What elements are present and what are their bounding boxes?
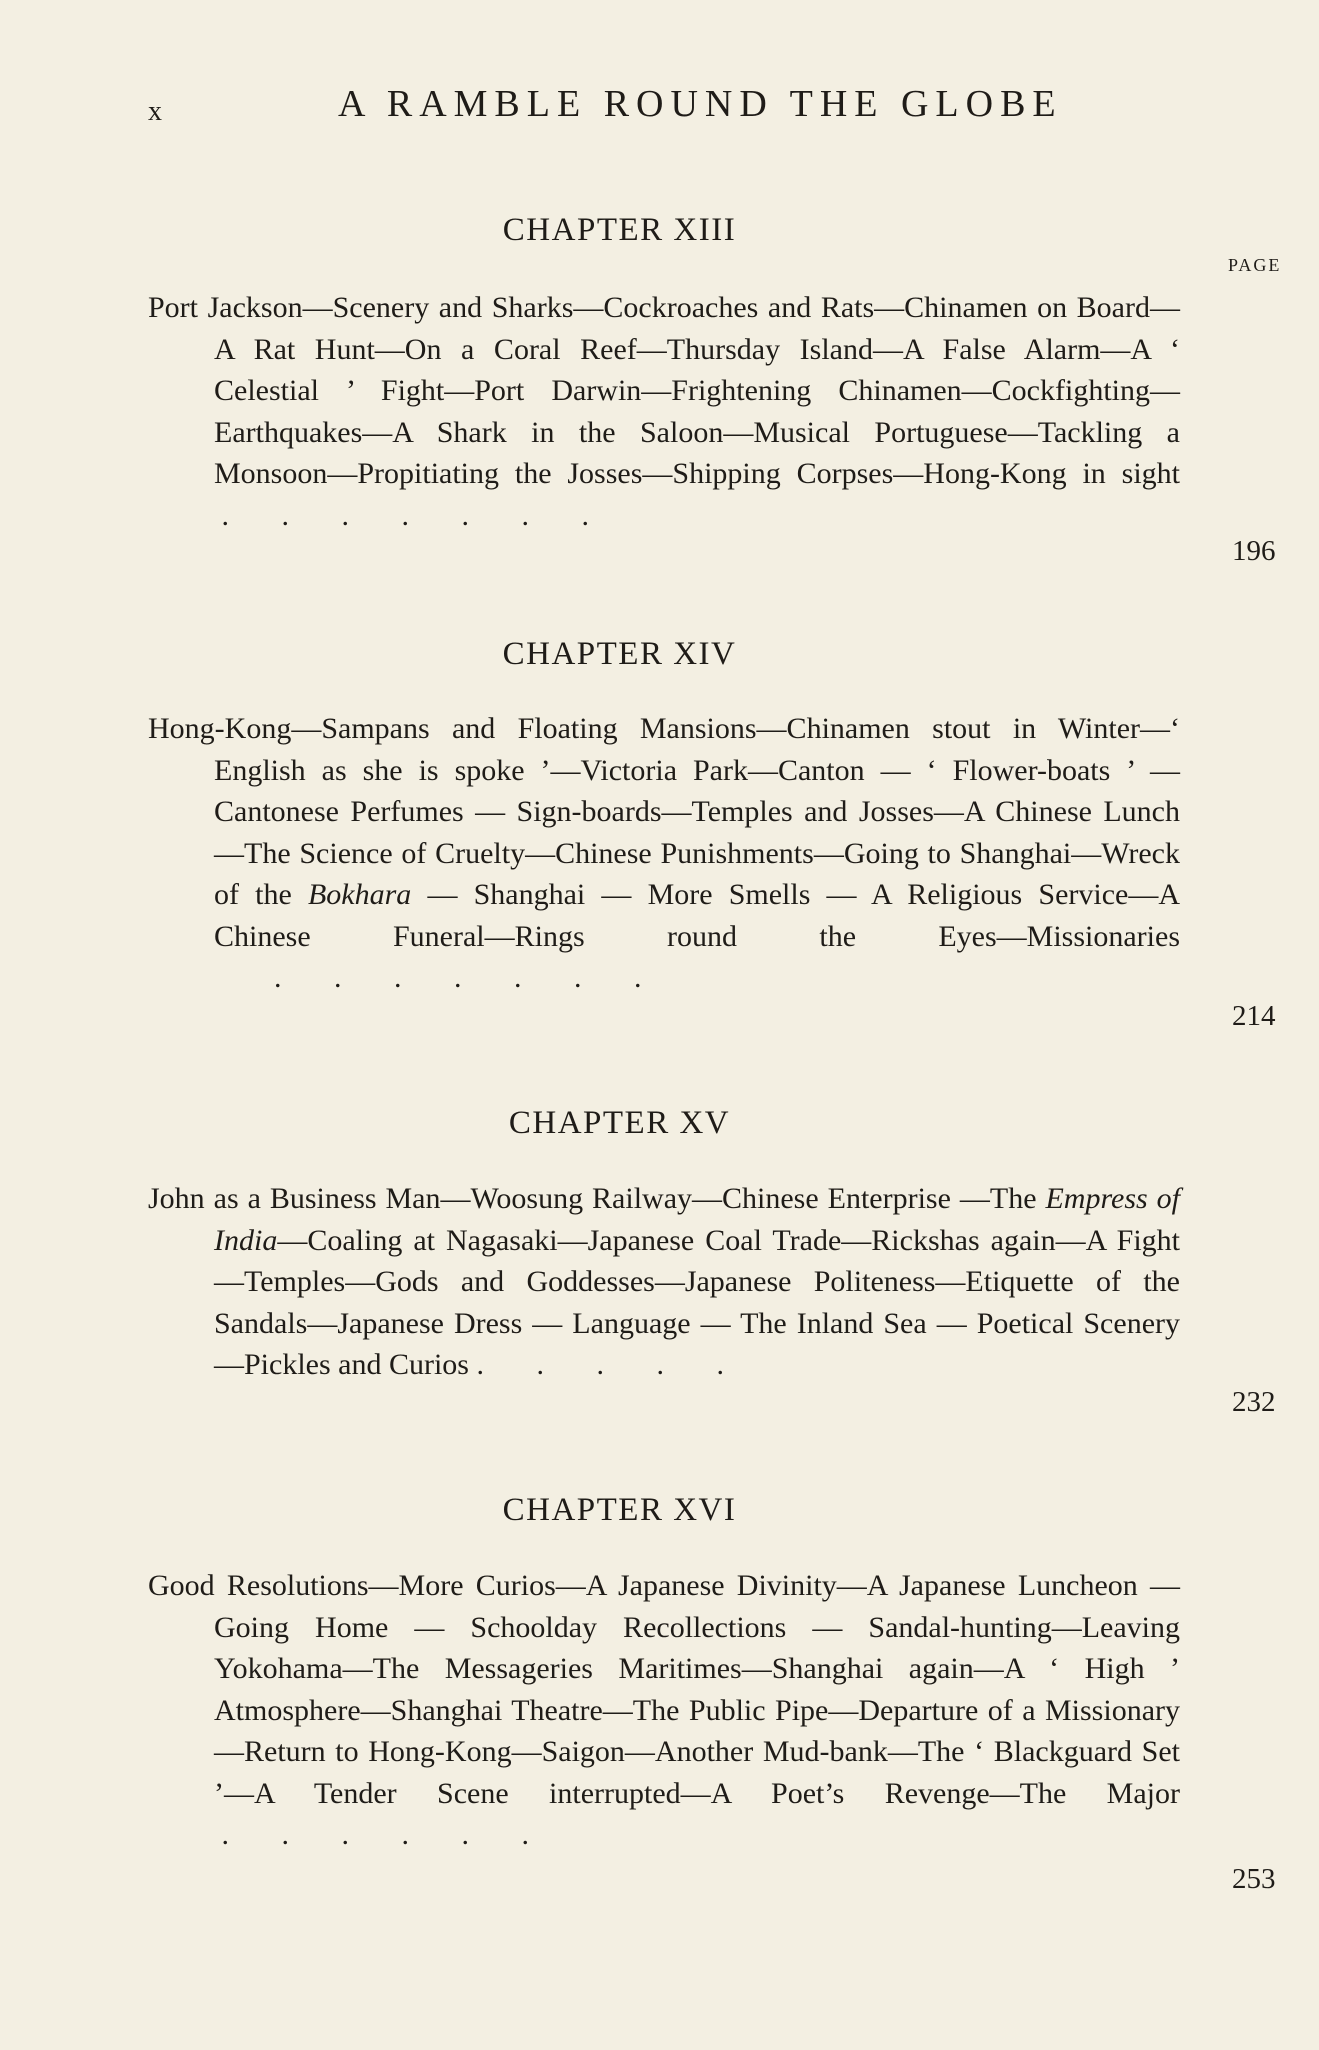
page-column-label: PAGE <box>1228 255 1282 275</box>
chapter-heading-xiii: CHAPTER XIII <box>502 212 737 248</box>
summary-text: Good Resolutions—More Curios—A Japanese Divinity—A Japanese Luncheon — Going Home — Schoolday Recollections — Sandal-hunting—Leaving Yokohama—The Messageries Maritimes—Shanghai again—A ‘ High ’ Atmosphere—Shanghai Theatre—The Public Pipe—Departure of a Missionary—Return to Hong-Kong—Saigon—Another Mud-bank—The ‘ Blackguard Set ’—A Tender Scene interrupted—A Poet’s Revenge—The Major <box>148 1569 1180 1810</box>
dot-leaders: . . . . . . <box>214 1818 529 1851</box>
chapter-summary-xvi <box>148 1565 1180 1856</box>
page-number-xvi: 253 <box>1232 1863 1276 1895</box>
dot-leaders: . . . . . . . <box>214 498 589 532</box>
page-number-xv: 232 <box>1232 1386 1276 1418</box>
page-number-xiii: 196 <box>1232 535 1276 567</box>
ship-name: Empress of India <box>214 1182 1180 1257</box>
chapter-summary-xiv <box>148 708 1180 999</box>
chapter-heading-xiv: CHAPTER XIV <box>502 636 737 672</box>
chapter-summary-xv <box>148 1178 1180 1386</box>
page-header <box>148 82 1208 132</box>
summary-text: Port Jackson—Scenery and Sharks—Cockroaches and Rats—Chinamen on Board—A Rat Hunt—On a Coral Reef—Thursday Island—A False Alarm—A ‘ Celestial ’ Fight—Port Darwin—Frightening Chinamen—Cockfighting—Earthquakes—A Shark in the Saloon—Musical Portuguese—Tackling a Monsoon—Propitiating the Josses—Shipping Corpses—Hong-Kong in sight <box>148 291 1180 490</box>
dot-leaders: . . . . . <box>469 1348 724 1381</box>
summary-text-before: John as a Business Man—Woosung Railway—Chinese Enterprise —The <box>148 1182 1046 1215</box>
running-title: A RAMBLE ROUND THE GLOBE <box>338 83 1063 125</box>
summary-text-after: — Shanghai — More Smells — A Religious Service—A Chinese Funeral—Rings round the Eyes—Missionaries <box>214 878 1181 953</box>
summary-text-after: —Coaling at Nagasaki—Japanese Coal Trade—Rickshas again—A Fight—Temples—Gods and Goddesses—Japanese Politeness—Etiquette of the Sandals—Japanese Dress — Language — The Inland Sea — Poetical Scenery—Pickles and Curios <box>214 1223 1180 1381</box>
folio: x <box>148 96 163 127</box>
dot-leaders: . . . . . . . <box>214 961 642 994</box>
chapter-summary-xiii <box>148 287 1180 536</box>
chapter-heading-xv: CHAPTER XV <box>508 1105 731 1141</box>
page-number-xiv: 214 <box>1232 1000 1276 1032</box>
summary-text-before: Hong-Kong—Sampans and Floating Mansions—Chinamen stout in Winter—‘ English as she is spoke ’—Victoria Park—Canton — ‘ Flower-boats ’ — Cantonese Perfumes — Sign-boards—Temples and Josses—A Chinese Lunch—The Science of Cruelty—Chinese Punishments—Going to Shanghai—Wreck of the <box>148 712 1180 911</box>
chapter-heading-xvi: CHAPTER XVI <box>502 1492 737 1528</box>
ship-name: Bokhara <box>307 878 412 911</box>
